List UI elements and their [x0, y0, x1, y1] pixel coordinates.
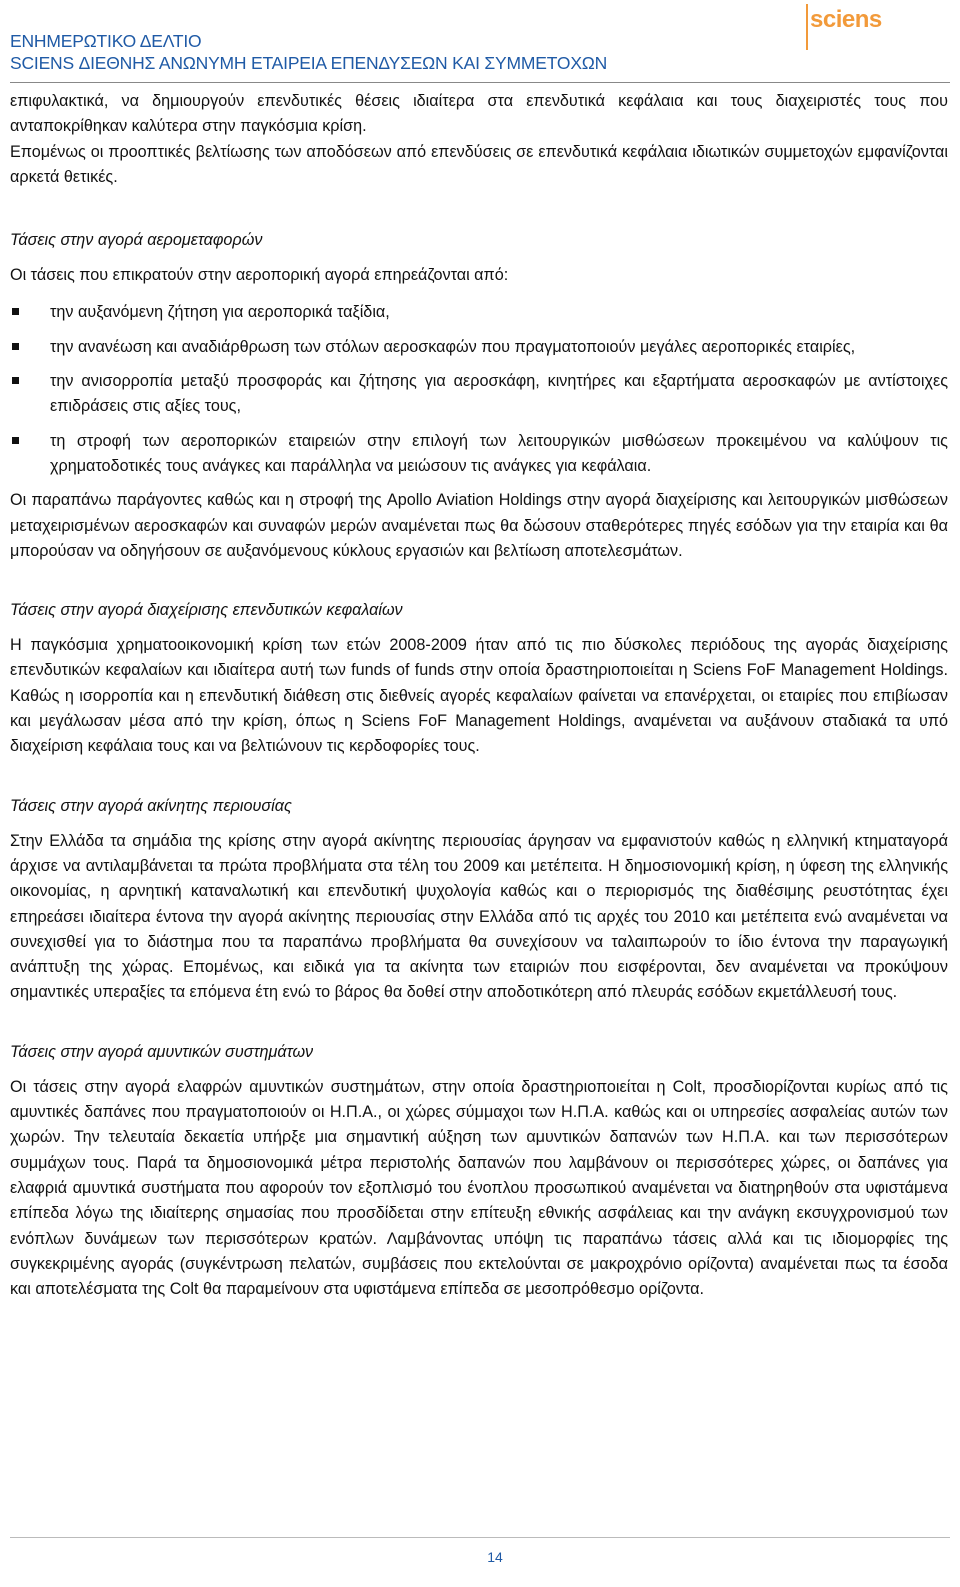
header-title: ΕΝΗΜΕΡΩΤΙΚΟ ΔΕΛΤΙΟ — [10, 31, 202, 51]
page-number: 14 — [487, 1549, 503, 1565]
aviation-bullet-list — [10, 300, 948, 479]
aviation-lead: Οι τάσεις που επικρατούν στην αεροπορική αγορά επηρεάζονται από: — [10, 266, 509, 285]
sciens-logo — [806, 0, 946, 50]
list-item: την αυξανόμενη ζήτηση για αεροπορικά ταξίδια, — [10, 300, 948, 325]
heading-defense: Τάσεις στην αγορά αμυντικών συστημάτων — [10, 1042, 314, 1061]
header-divider — [10, 82, 950, 83]
square-bullet-icon — [12, 437, 19, 444]
header-company: SCIENS ΔΙΕΘΝΗΣ ΑΝΩΝΥΜΗ ΕΤΑΙΡΕΙΑ ΕΠΕΝΔΥΣΕΩΝ ΚΑΙ ΣΥΜΜΕΤΟΧΩΝ — [10, 53, 608, 73]
square-bullet-icon — [12, 343, 19, 350]
intro-paragraph-2: Επομένως οι προοπτικές βελτίωσης των αποδόσεων από επενδύσεις σε επενδυτικά κεφάλαια ιδιωτικών συμμετοχών εμφανίζονται αρκετά θετικές. — [10, 142, 948, 186]
heading-real-estate: Τάσεις στην αγορά ακίνητης περιουσίας — [10, 796, 292, 815]
document-body — [10, 89, 948, 1302]
list-item: τη στροφή των αεροπορικών εταιρειών στην επιλογή των λειτουργικών μισθώσεων προκειμένου να καλύψουν τις χρηματοδοτικές τους ανάγκες και παράλληλα να μειώσουν τις ανάγκες για κεφάλαια. — [10, 429, 948, 480]
real-estate-body: Στην Ελλάδα τα σημάδια της κρίσης στην αγορά ακίνητης περιουσίας άργησαν να εμφανιστούν καθώς η ελληνική κτηματαγορά άρχισε να αντιλαμβάνεται τα πρώτα προβλήματα στα τέλη του 2009 και μετέπειτα. Η δημοσιονομική κρίση, η ύφεση της ελληνικής οικονομίας, η αρνητική καταναλωτική και επενδυτική ψυχολογία καθώς και ο περιορισμός της διαθέσιμης ρευστότητας έχει επηρεάσει ιδιαίτερα έντονα την αγορά ακίνητης περιουσίας στην Ελλάδα από τις αρχές του 2010 και μετέπειτα ενώ αναμένεται να συνεχισθεί για το διάστημα που τα παραπάνω προβλήματα θα συνεχίσουν να ταλαιπωρούν το ίδιο έντονα την παραγωγική ανάπτυξη της χώρας. Επομένως, και ειδικά για τα ακίνητα των εταιριών που εισφέρονται, δεν αναμένεται να προκύψουν σημαντικές υπεραξίες τα επόμενα έτη ενώ το βάρος θα δοθεί στην αποδοτικότερη από πλευράς εσόδων εκμετάλλευσή τους. — [10, 831, 948, 1002]
square-bullet-icon — [12, 377, 19, 384]
list-item: την ανισορροπία μεταξύ προσφοράς και ζήτησης για αεροσκάφη, κινητήρες και εξαρτήματα αεροσκαφών με αντίστοιχες επιδράσεις στις αξίες τους, — [10, 369, 948, 420]
aviation-closing: Οι παραπάνω παράγοντες καθώς και η στροφή της Apollo Aviation Holdings στην αγορά διαχείρισης και λειτουργικών μισθώσεων μεταχειρισμένων αεροσκαφών και συναφών μερών αναμένεται πως θα δώσουν σταθερότερες πηγές εσόδων για την εταιρία και θα μπορούσαν να οδηγήσουν σε αυξανόμενους κύκλους εργασιών και βελτίωση αποτελεσμάτων. — [10, 491, 948, 560]
square-bullet-icon — [12, 308, 19, 315]
footer-divider — [10, 1537, 950, 1538]
heading-aviation: Τάσεις στην αγορά αερομεταφορών — [10, 231, 263, 250]
intro-paragraph-1: επιφυλακτικά, να δημιουργούν επενδυτικές θέσεις ιδιαίτερα στα επενδυτικά κεφάλαια και τους διαχειριστές τους που ανταποκρίθηκαν καλύτερα στην παγκόσμια κρίση. — [10, 92, 948, 136]
list-item: την ανανέωση και αναδιάρθρωση των στόλων αεροσκαφών που πραγματοποιούν μεγάλες αεροπορικές εταιρίες, — [10, 335, 948, 360]
logo-bar — [806, 4, 808, 50]
logo-text: sciens — [810, 6, 882, 33]
asset-management-body: Η παγκόσμια χρηματοοικονομική κρίση των ετών 2008-2009 ήταν από τις πιο δύσκολες περιόδους της αγοράς διαχείρισης επενδυτικών κεφαλαίων και ιδιαίτερα αυτή των funds of funds στην οποία δραστηριοποιείται η Sciens FoF Management Holdings. Καθώς η ισορροπία και η επενδυτική διάθεση στις διεθνείς αγορές κεφαλαίων φαίνεται να επανέρχεται, οι εταιρίες που επιβίωσαν και μεγάλωσαν μέσα από την κρίση, όπως η Sciens FoF Management Holdings, αναμένεται να αυξάνουν σταδιακά τα υπό διαχείριση κεφάλαια τους και να βελτιώνουν τις κερδοφορίες τους. — [10, 636, 948, 756]
heading-asset-management: Τάσεις στην αγορά διαχείρισης επενδυτικών κεφαλαίων — [10, 601, 403, 620]
defense-body: Οι τάσεις στην αγορά ελαφρών αμυντικών συστημάτων, στην οποία δραστηριοποιείται η Colt, προσδιορίζονται κυρίως από τις αμυντικές δαπάνες που πραγματοποιούν οι Η.Π.Α., οι χώρες σύμμαχοι των Η.Π.Α. καθώς και οι υπηρεσίες ασφαλείας αυτών των χωρών. Την τελευταία δεκαετία υπήρξε μια σημαντική αύξηση των αμυντικών δαπανών των Η.Π.Α. και των περισσότερων συμμάχων τους. Παρά τα δημοσιονομικά μέτρα περιστολής δαπανών που λαμβάνουν οι περισσότερες χώρες, οι δαπάνες για ελαφριά αμυντικά συστήματα που αφορούν τον εξοπλισμό του ένοπλου προσωπικού αναμένεται να διατηρηθούν στα υφιστάμενα επίπεδα λόγω της ιδιαίτερης σημασίας που προσδίδεται στην επίτευξη εθνικής ασφάλειας και την ανάγκη εκσυγχρονισμού των ενόπλων δυνάμεων των περισσότερων κρατών. Λαμβάνοντας υπόψη τις παραπάνω τάσεις αλλά και τις ιδιομορφίες της συγκεκριμένης αγοράς (συγκέντρωση πελατών, συμβάσεις που εκτελούνται σε μακροχρόνιο ορίζοντα) αναμένεται πως τα έσοδα και αποτελέσματα της Colt θα παραμείνουν στα υφιστάμενα επίπεδα σε μεσοπρόθεσμο ορίζοντα. — [10, 1077, 948, 1299]
